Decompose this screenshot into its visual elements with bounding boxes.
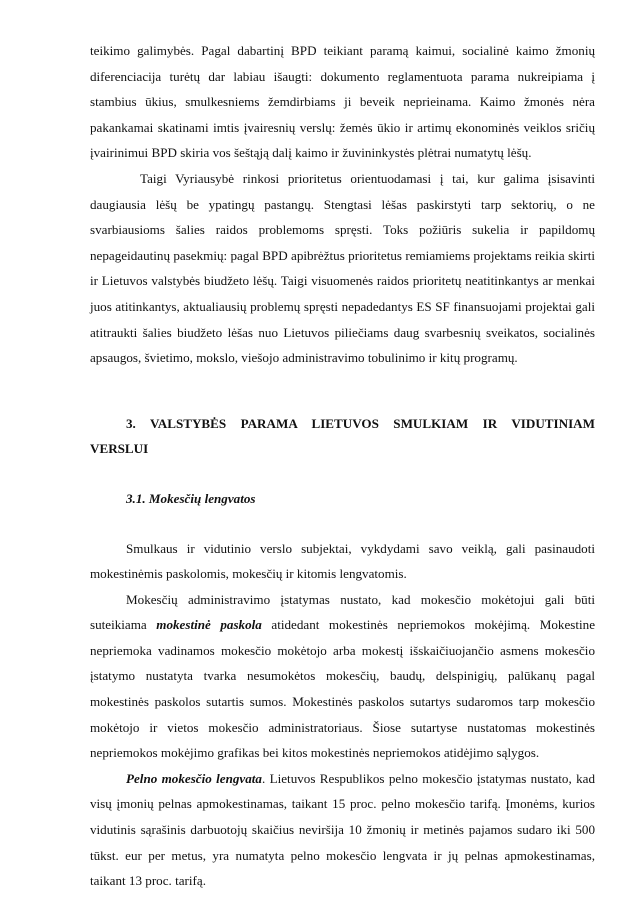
section-heading-line1: 3. VALSTYBĖS PARAMA LIETUVOS SMULKIAM IR VIDUTINIAM <box>126 415 595 431</box>
paragraph-sme-subjects: Smulkaus ir vidutinio verslo subjektai, vykdydami savo veiklą, gali pasinaudoti mokestinėmis paskolomis, mokesčių ir kitomis lengvatomis. <box>90 540 595 582</box>
profit-tax-term: Pelno mokesčio lengvata <box>126 770 262 786</box>
paragraph-tax-loan <box>90 587 595 766</box>
subsection-heading: 3.1. Mokesčių lengvatos <box>126 490 256 506</box>
tax-loan-text-post: atidedant mokestinės nepriemokos mokėjimą. Mokestine nepriemoka vadinamos mokesčio mokėtojo arba mokestį išskaičiuojančio asmens mokesčio įstatymo nustatyta tvarka nesumokėtos mokesčių, baudų, delspinigių, palūkanų pagal mokestinės paskolos sutartis sumos. Mokestinės paskolos sutartys sudaromos tarp mokesčio mokėtojo ir vietos mokesčio administratoriaus. Šiose sutartyse nustatomas mokestinės nepriemokos mokėjimo grafikas bei kitos mokestinės nepriemokos atidėjimo sąlygos. <box>90 617 596 761</box>
paragraph-profit-tax <box>90 766 595 894</box>
profit-tax-text: . Lietuvos Respublikos pelno mokesčio įstatymas nustato, kad visų įmonių pelnas apmokestinamas, taikant 15 proc. pelno mokesčio tarifą. Įmonėms, kurios vidutinis sąrašinis darbuotojų skaičius neviršija 10 žmonių ir metinės pajamos sudaro iki 500 tūkst. eur per metus, yra numatyta pelno mokesčio lengvata ir jų pelnas apmokestinamas, taikant 13 proc. tarifą. <box>90 770 595 889</box>
section-heading <box>90 411 595 462</box>
section-heading-line2: VERSLUI <box>90 441 149 457</box>
paragraph-government-priorities: Taigi Vyriausybė rinkosi prioritetus orientuodamasi į tai, kur galima įsisavinti daugiausia lėšų be ypatingų pastangų. Stengtasi lėšas paskirstyti tarp sektorių, o ne svarbiausioms šalies raidos problemoms spręsti. Toks požiūris sukelia ir papildomų nepageidautinų pasekmių: pagal BPD apibrėžtus prioritetus remiamiems projektams reikia skirti ir Lietuvos valstybės biudžeto lėšų. Taigi visuomenės raidos prioritetų neatitinkantys ar menkai juos atitinkantys, aktualiausių problemų spręsti nepadedantys ES SF finansuojami projektai gali atitraukti šalies biudžeto lėšas nuo Lietuvos piliečiams daug svarbesnių sveikatos, socialinės apsaugos, švietimo, mokslo, viešojo administravimo tobulinimo ir kitų programų. <box>90 170 595 366</box>
tax-loan-text-pre: Mokesčių administravimo įstatymas nustato, kad mokesčio mokėtojui gali būti suteikiama <box>90 591 595 633</box>
paragraph-bpd-rural: teikimo galimybės. Pagal dabartinį BPD teikiant paramą kaimui, socialinė kaimo žmonių diferenciacija turėtų dar labiau išaugti: dokumento reglamentuota parama nukreipiama į stambius ūkius, smulkesniems žemdirbiams ji beveik neprieinama. Kaimo žmonės nėra pakankamai skatinami imtis įvairesnių verslų: žemės ūkio ir artimų ekonominės veiklos sričių įvairinimui BPD skiria vos šeštąją dalį kaimo ir žuvininkystės plėtrai numatytų lėšų. <box>90 43 595 161</box>
tax-loan-term: mokestinė paskola <box>156 617 262 633</box>
